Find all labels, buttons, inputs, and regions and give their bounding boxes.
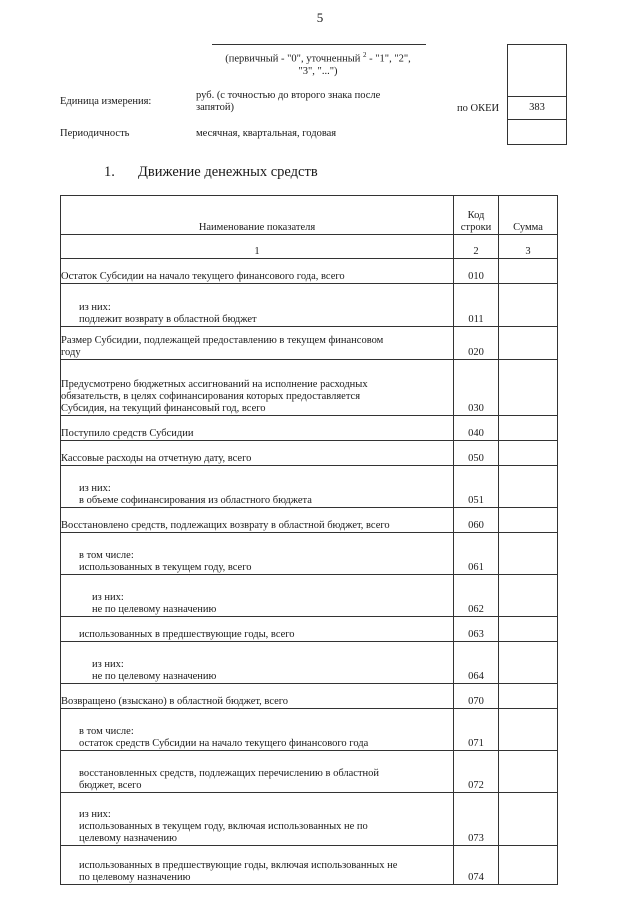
indicator-name-line: из них: — [92, 659, 124, 670]
table-row — [61, 416, 558, 441]
unit-label: Единица измерения: — [60, 96, 152, 107]
line-code-cell: 051 — [454, 466, 499, 508]
indicator-name-line: Кассовые расходы на отчетную дату, всего — [61, 453, 252, 464]
line-code-cell: 011 — [454, 284, 499, 327]
sum-input-cell[interactable] — [499, 533, 558, 575]
line-code-cell: 060 — [454, 508, 499, 533]
indicator-name-line: Размер Субсидии, подлежащей предоставлению в текущем финансовом — [61, 335, 384, 346]
indicator-name-cell — [61, 466, 454, 508]
sum-input-cell[interactable] — [499, 360, 558, 416]
sum-input-cell[interactable] — [499, 508, 558, 533]
unit-value-line1: руб. (с точностью до второго знака после — [196, 90, 381, 101]
sum-input-cell[interactable] — [499, 793, 558, 846]
header-sum: Сумма — [499, 196, 558, 235]
column-number-2: 2 — [454, 235, 499, 259]
cash-flow-table-body — [61, 196, 558, 885]
sum-input-cell[interactable] — [499, 684, 558, 709]
line-code-cell: 070 — [454, 684, 499, 709]
column-number-1: 1 — [61, 235, 454, 259]
indicator-name-line: использованных в текущем году, всего — [79, 562, 252, 573]
table-row — [61, 846, 558, 885]
line-code-cell: 074 — [454, 846, 499, 885]
section-heading — [104, 164, 318, 181]
table-row — [61, 709, 558, 751]
table-row — [61, 793, 558, 846]
line-code-cell: 010 — [454, 259, 499, 284]
line-code-cell: 073 — [454, 793, 499, 846]
fill-in-line — [212, 44, 426, 45]
sum-input-cell[interactable] — [499, 575, 558, 617]
line-code-cell: 061 — [454, 533, 499, 575]
table-row — [61, 508, 558, 533]
header-indicator-name: Наименование показателя — [61, 196, 454, 235]
line-code-cell: 071 — [454, 709, 499, 751]
indicator-name-line: из них: — [79, 483, 111, 494]
indicator-name-line: из них: — [92, 592, 124, 603]
indicator-name-line: подлежит возврату в областной бюджет — [79, 314, 257, 325]
unit-value-line2: запятой) — [196, 102, 234, 113]
periodicity-value: месячная, квартальная, годовая — [196, 128, 337, 139]
section-title: Движение денежных средств — [138, 164, 318, 180]
line-code-cell: 062 — [454, 575, 499, 617]
line-code-cell: 020 — [454, 327, 499, 360]
okei-code-value — [507, 96, 567, 120]
indicator-name-line: Возвращено (взыскано) в областной бюджет, всего — [61, 696, 289, 707]
okei-label: по ОКЕИ — [457, 103, 500, 114]
table-row — [61, 327, 558, 360]
indicator-name-line: остаток средств Субсидии на начало текущего финансового года — [79, 738, 369, 749]
line-code-cell: 063 — [454, 617, 499, 642]
indicator-name-cell — [61, 751, 454, 793]
sum-input-cell[interactable] — [499, 416, 558, 441]
periodicity-label: Периодичность — [60, 128, 130, 139]
indicator-name-line: целевому назначению — [79, 833, 177, 844]
sum-input-cell[interactable] — [499, 617, 558, 642]
table-row — [61, 360, 558, 416]
indicator-name-line: Восстановлено средств, подлежащих возврату в областной бюджет, всего — [61, 520, 390, 531]
footnote-marker: 2 — [363, 51, 367, 59]
indicator-name-cell — [61, 327, 454, 360]
indicator-name-cell — [61, 533, 454, 575]
table-row — [61, 441, 558, 466]
indicator-name-cell — [61, 508, 454, 533]
indicator-name-cell — [61, 360, 454, 416]
line-code-cell: 030 — [454, 360, 499, 416]
sum-input-cell[interactable] — [499, 846, 558, 885]
sum-input-cell[interactable] — [499, 284, 558, 327]
table-row — [61, 284, 558, 327]
table-row — [61, 533, 558, 575]
indicator-name-cell — [61, 846, 454, 885]
indicator-name-line: использованных в предшествующие годы, включая использованных не — [79, 860, 398, 871]
table-header-row — [61, 196, 558, 235]
indicator-name-line: Субсидия, на текущий финансовый год, всего — [61, 403, 266, 414]
column-number-row — [61, 235, 558, 259]
page-number: 5 — [316, 10, 324, 25]
indicator-name-line: обязательств, в целях софинансирования которых предоставляется — [61, 391, 361, 402]
status-caption-part1: (первичный - "0", уточненный — [225, 53, 363, 65]
indicator-name-line: использованных в предшествующие годы, всего — [79, 629, 295, 640]
sum-input-cell[interactable] — [499, 466, 558, 508]
table-row — [61, 466, 558, 508]
indicator-name-line: по целевому назначению — [79, 872, 191, 883]
okei-code-box — [507, 44, 567, 145]
report-status-caption — [196, 49, 440, 78]
line-code-cell: 040 — [454, 416, 499, 441]
sum-input-cell[interactable] — [499, 441, 558, 466]
indicator-name-line: Остаток Субсидии на начало текущего финансового года, всего — [61, 271, 345, 282]
indicator-name-cell — [61, 642, 454, 684]
sum-input-cell[interactable] — [499, 642, 558, 684]
indicator-name-cell — [61, 684, 454, 709]
indicator-name-cell — [61, 709, 454, 751]
status-caption-line2: "3", "...") — [298, 65, 338, 77]
indicator-name-line: не по целевому назначению — [92, 671, 217, 682]
indicator-name-cell — [61, 617, 454, 642]
indicator-name-cell — [61, 441, 454, 466]
header-code-line1: Код — [467, 210, 485, 221]
indicator-name-line: из них: — [79, 809, 111, 820]
table-row — [61, 575, 558, 617]
table-row — [61, 751, 558, 793]
indicator-name-line: в том числе: — [79, 550, 134, 561]
indicator-name-cell — [61, 284, 454, 327]
table-row — [61, 617, 558, 642]
table-row — [61, 684, 558, 709]
column-number-3: 3 — [499, 235, 558, 259]
indicator-name-cell — [61, 793, 454, 846]
indicator-name-cell — [61, 575, 454, 617]
header-line-code — [454, 196, 499, 235]
indicator-name-line: восстановленных средств, подлежащих перечислению в областной — [79, 768, 380, 779]
header-code-line2: строки — [460, 222, 492, 233]
indicator-name-line: в том числе: — [79, 726, 134, 737]
line-code-cell: 072 — [454, 751, 499, 793]
sum-input-cell[interactable] — [499, 709, 558, 751]
indicator-name-line: в объеме софинансирования из областного бюджета — [79, 495, 312, 506]
indicator-name-line: году — [61, 347, 81, 358]
cash-flow-table — [60, 195, 558, 885]
sum-input-cell[interactable] — [499, 259, 558, 284]
indicator-name-cell — [61, 259, 454, 284]
indicator-name-line: использованных в текущем году, включая использованных не по — [79, 821, 368, 832]
indicator-name-line: бюджет, всего — [79, 780, 142, 791]
section-number: 1. — [104, 164, 115, 180]
line-code-cell: 064 — [454, 642, 499, 684]
sum-input-cell[interactable] — [499, 327, 558, 360]
line-code-cell: 050 — [454, 441, 499, 466]
indicator-name-line: Поступило средств Субсидии — [61, 428, 194, 439]
okei-code-text: 383 — [529, 102, 545, 113]
indicator-name-cell — [61, 416, 454, 441]
indicator-name-line: Предусмотрено бюджетных ассигнований на исполнение расходных — [61, 379, 368, 390]
table-row — [61, 259, 558, 284]
table-row — [61, 642, 558, 684]
indicator-name-line: из них: — [79, 302, 111, 313]
status-caption-part2: - "1", "2", — [366, 53, 411, 65]
unit-value — [196, 90, 446, 114]
indicator-name-line: не по целевому назначению — [92, 604, 217, 615]
sum-input-cell[interactable] — [499, 751, 558, 793]
